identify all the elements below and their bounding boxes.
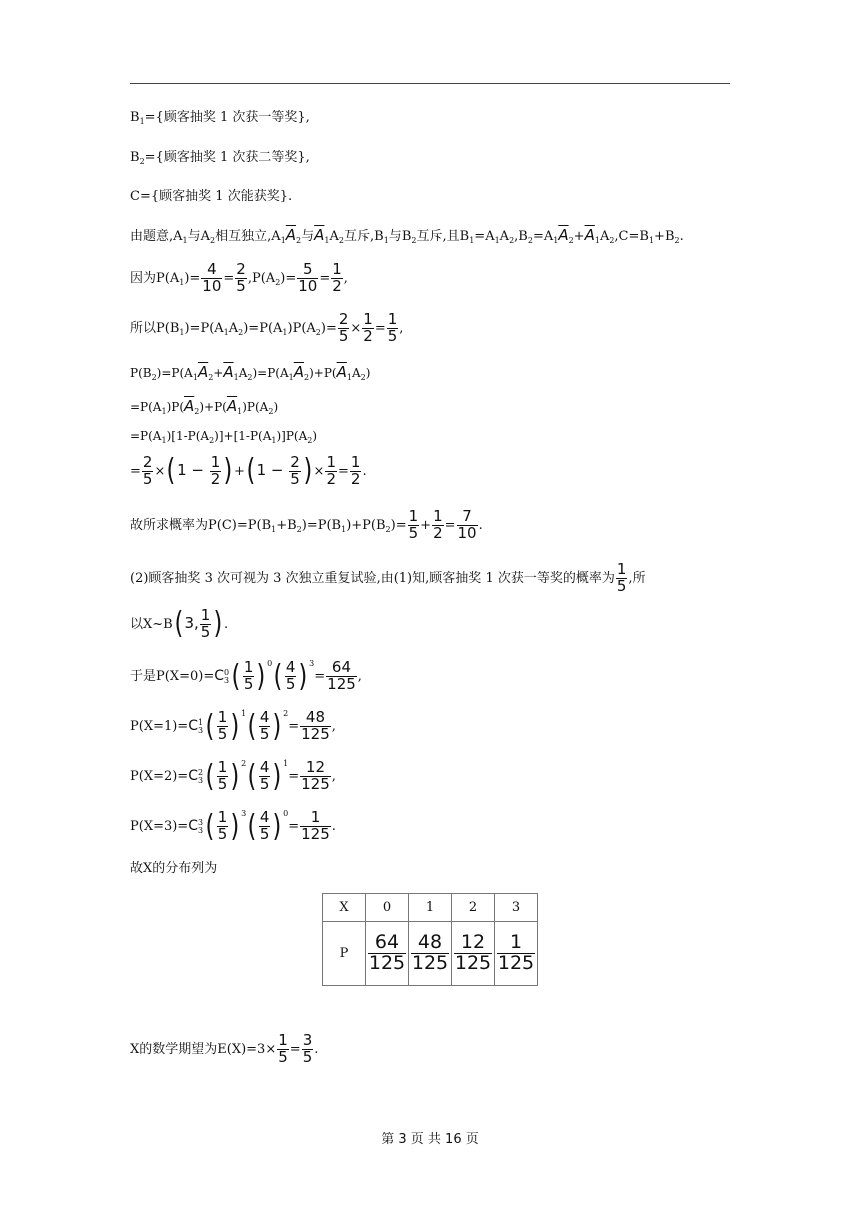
line-part2: (2)顾客抽奖 3 次可视为 3 次独立重复试验,由(1)知,顾客抽奖 1 次获一等奖的概率为 $\frac{1}{5}$ ,所: [130, 560, 646, 595]
line-px3: P(X=3)=C 3 3 ( $\frac{1}{5}$ )$^3$( $\frac{4}{5}$ )$^0$= $\frac{1}{125}$ .: [130, 808, 336, 844]
line-pb2-4: = $\frac{2}{5}$ ×(1 − $\frac{1}{2}$ )+(1 − $\frac{2}{5}$ )× $\frac{1}{2}$ = $\frac{1}{2}$ .: [130, 453, 367, 489]
line-binom: 以X~B(3, $\frac{1}{5}$ ).: [130, 606, 229, 642]
line-c-def: C={顾客抽奖 1 次能获奖}.: [130, 189, 293, 204]
distribution-table: [322, 893, 538, 986]
line-pb2-2: $=P(A_1)P(\overline{A}_2)+P(\overline{A}_1)P(A_2)$: [130, 397, 279, 416]
table-x-value: 1: [409, 894, 452, 922]
table-x-label: X: [323, 894, 366, 922]
line-intro: 由题意$,A_1$与$A_2$相互独立$,A_1\overline{A}_2$与$\overline{A}_1A_2$互斥$,B_1$与$B_2$互斥,且$B_1=A_1A_2,B_2=A_1\overline{A}_2+\overline{A}_1A_2,C=B_1+B_2$.: [130, 226, 684, 245]
line-pc: 故所求概率为$P(C)=P(B_1+B_2)=P(B_1)+P(B_2)=$ $\frac{1}{5}$ + $\frac{1}{2}$ = $\frac{7}{10}$ .: [130, 507, 483, 542]
table-x-value: 2: [452, 894, 495, 922]
table-p-value: $\frac{12}{125}$: [452, 922, 495, 986]
line-px0: 于是P(X=0)=C 0 3 ( $\frac{1}{5}$ )$^0$( $\frac{4}{5}$ )$^3$= $\frac{64}{125}$ ,: [130, 658, 362, 694]
line-pb2-1: $P(B_2)=P(A_1\overline{A}_2+\overline{A}_1A_2)=P(A_1\overline{A}_2)+P(\overline{A}_1A_2)$: [130, 363, 371, 382]
table-row-p: [323, 922, 538, 986]
line-pa: 因为$P(A_1)=$ $\frac{4}{10}$ = $\frac{2}{5}$ $,P(A_2)=$ $\frac{5}{10}$ = $\frac{1}{2}$ ,: [130, 260, 348, 295]
table-p-value: $\frac{48}{125}$: [409, 922, 452, 986]
line-b1-def: $B_1=${顾客抽奖 1 次获一等奖},: [130, 110, 310, 126]
line-px1: P(X=1)=C 1 3 ( $\frac{1}{5}$ )$^1$( $\frac{4}{5}$ )$^2$= $\frac{48}{125}$ ,: [130, 708, 336, 744]
line-dist-intro: 故X的分布列为: [130, 861, 218, 876]
table-p-value: $\frac{64}{125}$: [366, 922, 409, 986]
line-px2: P(X=2)=C 2 3 ( $\frac{1}{5}$ )$^2$( $\frac{4}{5}$ )$^1$= $\frac{12}{125}$ ,: [130, 758, 336, 794]
line-expect: X的数学期望为E(X)=3× $\frac{1}{5}$ = $\frac{3}{5}$ .: [130, 1031, 319, 1066]
table-row-x: [323, 894, 538, 922]
table-p-label: P: [323, 922, 366, 986]
table-x-value: 0: [366, 894, 409, 922]
table-p-value: $\frac{1}{125}$: [495, 922, 538, 986]
header-rule: [130, 83, 730, 84]
line-pb2-3: $=P(A_1)[1-P(A_2)]+[1-P(A_1)]P(A_2)$: [130, 429, 318, 445]
table-x-value: 3: [495, 894, 538, 922]
page-footer: 第 3 页 共 16 页: [381, 1132, 479, 1147]
line-b2-def: $B_2=${顾客抽奖 1 次获二等奖},: [130, 150, 310, 166]
line-pb1: 所以$P(B_1)=P(A_1A_2)=P(A_1)P(A_2)=$ $\frac{2}{5}$ × $\frac{1}{2}$ = $\frac{1}{5}$ ,: [130, 310, 404, 345]
